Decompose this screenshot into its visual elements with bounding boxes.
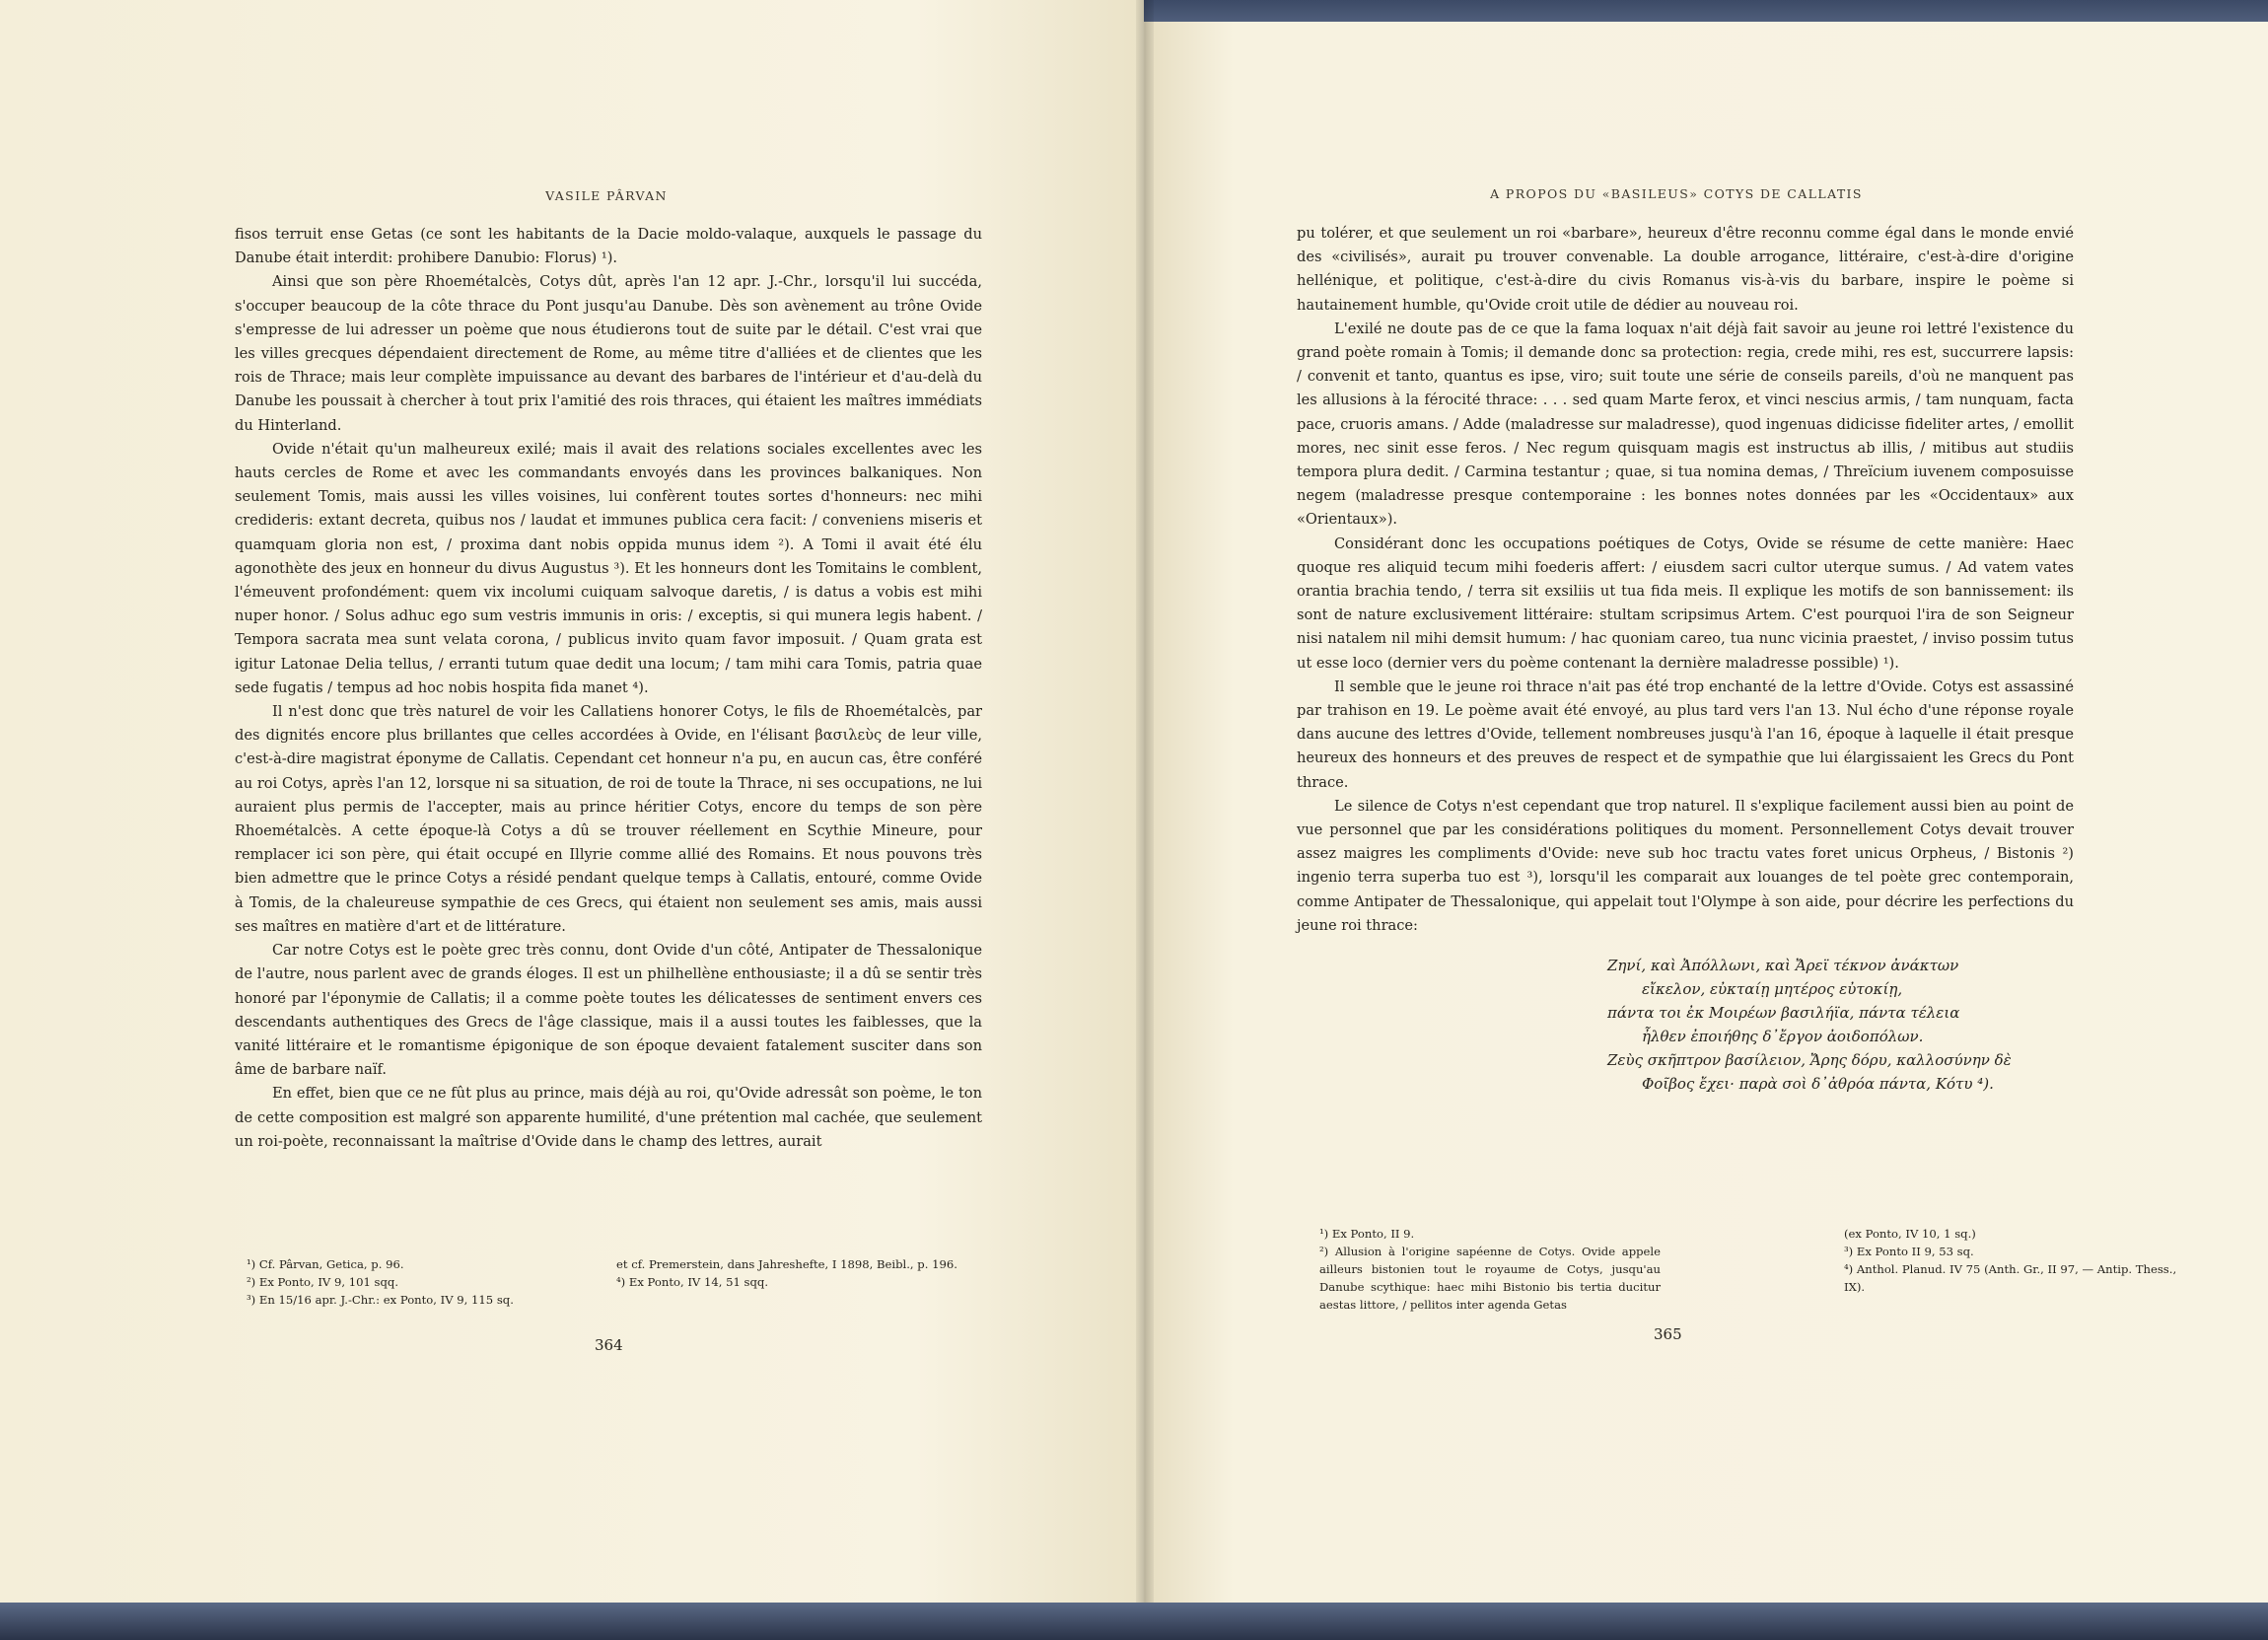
paragraph: Considérant donc les occupations poétiques de Cotys, Ovide se résume de cette manière: Haec quoque res aliquid tecum mihi foederis affert: / eiusdem sacri cultor uterque sumus. / Ad vatem vates orantia brachia tendo, / terra sit exsiliis ut tua fida meis. Il explique les motifs de son bannissement: ils sont de nature exclusivement littéraire: stultam scripsimus Artem. C'est pourquoi l'ira de son Seigneur nisi natalem nil mihi demsit humum: / hac quoniam careo, tua nunc vicinia praestet, / inviso possim tutus ut esse loco (dernier vers du poème contenant la dernière maladresse possible) ¹). (1297, 535, 2074, 672)
footnotes-column-1 (1319, 1225, 1661, 1314)
verse-line: Φοῖβος ἔχει· παρὰ σοὶ δ᾽ἀθρόα πάντα, Κότυ ⁴). (1642, 1075, 1994, 1094)
footnote: ¹) Cf. Pârvan, Getica, p. 96. (247, 1257, 404, 1271)
paragraph: Ainsi que son père Rhoemétalcès, Cotys dût, après l'an 12 apr. J.-Chr., lorsqu'il lui succéda, s'occuper beaucoup de la côte thrace du Pont jusqu'au Danube. Dès son avènement au trône Ovide s'empresse de lui adresser un poème que nous étudierons tout de suite par le détail. C'est vrai que les villes grecques dépendaient directement de Rome, au même titre d'alliées et de clientes que les rois de Thrace; mais leur complète impuissance au devant des barbares de l'intérieur et d'au-delà du Danube les poussait à chercher à tout prix l'amitié des rois thraces, qui étaient les maîtres immédiats du Hinterland. (235, 273, 982, 434)
verse-line: εἴκελον, εὐκταίῃ μητέρος εὐτοκίῃ, (1642, 980, 1903, 999)
footnote: (ex Ponto, IV 10, 1 sq.) (1844, 1227, 1976, 1241)
footnote: ³) En 15/16 apr. J.-Chr.: ex Ponto, IV 9, 115 sq. (247, 1293, 514, 1307)
footnote: ²) Allusion à l'origine sapéenne de Cotys. Ovide appele ailleurs bistonien tout le royaume de Cotys, jusqu'au Danube scythique: haec mihi Bistonio bis tertia ducitur aestas littore, / pellitos inter agenda Getas (1319, 1245, 1661, 1312)
verse-line: Ζεὺς σκῆπτρον βασίλειον, Ἄρης δόρυ, καλλοσύνην δὲ (1607, 1051, 2012, 1070)
footnote: ¹) Ex Ponto, II 9. (1319, 1227, 1415, 1241)
paragraph: Car notre Cotys est le poète grec très connu, dont Ovide d'un côté, Antipater de Thessalonique de l'autre, nous parlent avec de grands éloges. Il est un philhellène enthousiaste; il a dû se sentir très honoré par l'éponymie de Callatis; il a comme poète toutes les délicatesses de sentiment envers ces descendants authentiques des Grecs de l'âge classique, mais il a aussi toutes les faiblesses, que la vanité littéraire et le romantisme épigonique de son époque devaient fatalement susciter dans son âme de barbare naïf. (235, 942, 982, 1079)
footnotes-column-2 (616, 1255, 991, 1291)
footnote: ⁴) Anthol. Planud. IV 75 (Anth. Gr., II 97, — Antip. Thess., IX). (1844, 1262, 2177, 1294)
paragraph: Ovide n'était qu'un malheureux exilé; mais il avait des relations sociales excellentes avec les hauts cercles de Rome et avec les commandants envoyés dans les provinces balkaniques. Non seulement Tomis, mais aussi les villes voisines, lui confèrent toutes sortes d'honneurs: nec mihi credideris: extant decreta, quibus nos / laudat et immunes publica cera facit: / conveniens miseris et quamquam gloria non est, / proxima dant nobis oppida munus idem ²). A Tomi il avait été élu agonothète des jeux en honneur du divus Augustus ³). Et les honneurs dont les Tomitains le comblent, l'émeuvent profondément: quem vix incolumi cuiquam salvoque daretis, / is datus a vobis est mihi nuper honor. / Solus adhuc ego sum vestris immunis in oris: / exceptis, si qui munera legis habent. / Tempora sacrata mea sunt velata corona, / publicus invito quam favor imposuit. / Quam grata est igitur Latonae Delia tellus, / erranti tutum quae dedit una locum; / tam mihi cara Tomis, patria quae sede fugatis / tempus ad hoc nobis hospita fida manet ⁴). (235, 440, 982, 696)
footnotes-column-2 (1844, 1225, 2179, 1296)
paragraph: Il n'est donc que très naturel de voir les Callatiens honorer Cotys, le fils de Rhoemétalcès, par des dignités encore plus brillantes que celles accordées à Ovide, en l'élisant βασιλεὺς de leur ville, c'est-à-dire magistrat éponyme de Callatis. Cependant cet honneur n'a pu, en aucun cas, être conféré au roi Cotys, après l'an 12, lorsque ni sa situation, de roi de toute la Thrace, ni ses occupations, ne lui auraient plus permis de l'accepter, mais au prince héritier Cotys, encore du temps de son père Rhoemétalcès. A cette époque-là Cotys a dû se trouver réellement en Scythie Mineure, pour remplacer ici son père, qui était occupé en Illyrie comme allié des Romains. Et nous pouvons très bien admettre que le prince Cotys a résidé pendant quelque temps à Callatis, entouré, comme Ovide à Tomis, de la chaleureuse sympathie de ces Grecs, qui étaient non seulement ses amis, mais aussi ses maîtres en matière d'art et de littérature. (235, 703, 982, 935)
footnote: ⁴) Ex Ponto, IV 14, 51 sqq. (616, 1275, 769, 1289)
page-number: 365 (1654, 1325, 1682, 1343)
verse-line: Ζηνί, καὶ Ἀπόλλωνι, καὶ Ἄρεϊ τέκνον ἀνάκτων (1607, 957, 1959, 975)
paragraph: En effet, bien que ce ne fût plus au prince, mais déjà au roi, qu'Ovide adressât son poème, le ton de cette composition est malgré son apparente humilité, d'une prétention mal cachée, que seulement un roi-poète, reconnaissant la maîtrise d'Ovide dans le champ des lettres, aurait (235, 1085, 982, 1150)
paragraph: Il semble que le jeune roi thrace n'ait pas été trop enchanté de la lettre d'Ovide. Cotys est assassiné par trahison en 19. Le poème avait été envoyé, au plus tard vers l'an 13. Nul écho d'une réponse royale dans aucune des lettres d'Ovide, tellement nombreuses jusqu'à l'an 16, époque à laquelle il était presque heureux des honneurs et des preuves de respect et de sympathie que lui élargissaient les Grecs du Pont thrace. (1297, 677, 2074, 791)
paragraph: fisos terruit ense Getas (ce sont les habitants de la Dacie moldo-valaque, auxquels le passage du Danube était interdit: prohibere Danubio: Florus) ¹). (235, 226, 982, 267)
footnote: ³) Ex Ponto II 9, 53 sq. (1844, 1245, 1974, 1258)
footnote: et cf. Premerstein, dans Jahreshefte, I 1898, Beibl., p. 196. (616, 1257, 957, 1271)
right-page (1144, 22, 2268, 1609)
footnotes-column-1 (247, 1255, 592, 1309)
paragraph: L'exilé ne doute pas de ce que la fama loquax n'ait déjà fait savoir au jeune roi lettré l'existence du grand poète romain à Tomis; il demande donc sa protection: regia, crede mihi, res est, succurrere lapsis: / convenit et tanto, quantus es ipse, viro; suit toute une série de conseils pareils, d'où ne manquent pas les allusions à la férocité thrace: . . . sed quam Marte ferox, et vinci nescius armis, / tam nunquam, facta pace, cruoris amans. / Adde (maladresse sur maladresse), quod ingenuas didicisse fideliter artes, / emollit mores, nec sinit esse feros. / Nec regum quisquam magis est instructus ab illis, / mitibus aut studiis tempora plura dedit. / Carmina testantur ; quae, si tua nomina demas, / Threïcium iuvenem composuisse negem (maladresse presque contemporaine : les bonnes notes données par les «Occidentaux» aux «Orientaux»). (1297, 320, 2074, 529)
running-head: VASILE PÂRVAN (545, 188, 668, 203)
verse-line: πάντα τοι ἐκ Μοιρέων βασιλήϊα, πάντα τέλεια (1607, 1004, 1960, 1023)
greek-epigram (1297, 954, 2074, 1096)
paragraph: pu tolérer, et que seulement un roi «barbare», heureux d'être reconnu comme égal dans le monde envié des «civilisés», aurait pu trouver convenable. La double arrogance, littéraire, c'est-à-dire d'origine hellénique, et politique, c'est-à-dire du civis Romanus vis-à-vis du barbare, inspire le poème si hautainement humble, qu'Ovide croit utile de dédier au nouveau roi. (1297, 225, 2074, 314)
running-head: A PROPOS DU «BASILEUS» COTYS DE CALLATIS (1490, 186, 1863, 201)
footnote: ²) Ex Ponto, IV 9, 101 sqq. (247, 1275, 399, 1289)
book-gutter (1136, 0, 1154, 1617)
binding-bottom-edge (0, 1603, 2268, 1640)
left-page (0, 0, 1144, 1603)
page-number: 364 (595, 1336, 623, 1354)
body-text (235, 223, 982, 1154)
verse-line: ἦλθεν ἐποιήθης δ᾽ἔργον ἀοιδοπόλων. (1642, 1028, 1924, 1046)
paragraph: Le silence de Cotys n'est cependant que trop naturel. Il s'explique facilement aussi bien au point de vue personnel que par les considérations politiques du moment. Personnellement Cotys devait trouver assez maigres les compliments d'Ovide: neve sub hoc tractu vates foret unicus Orpheus, / Bistonis ²) ingenio terra superba tuo est ³), lorsqu'il les comparait aux louanges de tel poète grec contemporain, comme Antipater de Thessalonique, qui appelait tout l'Olympe à son aide, pour décrire les perfections du jeune roi thrace: (1297, 797, 2074, 934)
body-text (1297, 222, 2074, 1096)
